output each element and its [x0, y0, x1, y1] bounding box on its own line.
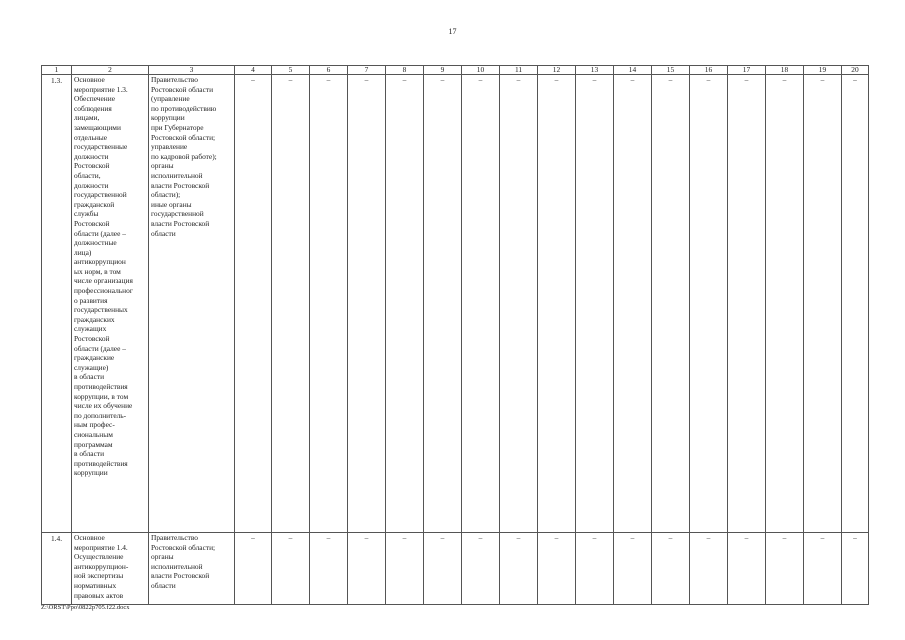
- measure-name: Основное мероприятие 1.4. Осуществление антикоррупцион- ной экспертизы нормативных правовых актов: [72, 533, 149, 605]
- column-header: 4: [235, 66, 272, 75]
- value-cell: –: [690, 75, 728, 533]
- column-header: 16: [690, 66, 728, 75]
- page-number: 17: [448, 27, 457, 36]
- value-cell: –: [766, 533, 804, 605]
- value-cell: –: [614, 75, 652, 533]
- header-row: [42, 66, 869, 75]
- column-header: 8: [386, 66, 424, 75]
- column-header: 19: [804, 66, 842, 75]
- value-cell: –: [500, 533, 538, 605]
- executor: Правительство Ростовской области (управление по противодействию коррупции при Губернаторе Ростовской области; управление по кадровой работе); органы исполнительной власти Ростовской области); иные органы государственной власти Ростовской области: [149, 75, 235, 533]
- column-header: 2: [72, 66, 149, 75]
- value-cell: –: [538, 75, 576, 533]
- column-header: 7: [348, 66, 386, 75]
- value-cell: –: [348, 533, 386, 605]
- value-cell: –: [614, 533, 652, 605]
- value-cell: –: [690, 533, 728, 605]
- column-header: 17: [728, 66, 766, 75]
- value-cell: –: [576, 75, 614, 533]
- value-cell: –: [272, 533, 310, 605]
- table-row: [42, 75, 869, 533]
- value-cell: –: [235, 75, 272, 533]
- value-cell: –: [386, 533, 424, 605]
- value-cell: –: [842, 533, 869, 605]
- column-header: 5: [272, 66, 310, 75]
- column-header: 20: [842, 66, 869, 75]
- column-header: 12: [538, 66, 576, 75]
- value-cell: –: [235, 533, 272, 605]
- value-cell: –: [804, 533, 842, 605]
- column-header: 18: [766, 66, 804, 75]
- column-header: 9: [424, 66, 462, 75]
- table-row: [42, 533, 869, 605]
- value-cell: –: [728, 533, 766, 605]
- value-cell: –: [310, 533, 348, 605]
- row-number: 1.4.: [42, 533, 72, 605]
- value-cell: –: [272, 75, 310, 533]
- value-cell: –: [538, 533, 576, 605]
- column-header: 3: [149, 66, 235, 75]
- value-cell: –: [424, 533, 462, 605]
- table-body: [42, 66, 869, 605]
- column-header: 1: [42, 66, 72, 75]
- value-cell: –: [462, 75, 500, 533]
- row-number: 1.3.: [42, 75, 72, 533]
- value-cell: –: [652, 533, 690, 605]
- value-cell: –: [652, 75, 690, 533]
- column-header: 15: [652, 66, 690, 75]
- value-cell: –: [728, 75, 766, 533]
- column-header: 14: [614, 66, 652, 75]
- value-cell: –: [500, 75, 538, 533]
- program-table: [41, 65, 869, 605]
- column-header: 13: [576, 66, 614, 75]
- executor: Правительство Ростовской области; органы исполнительной власти Ростовской области: [149, 533, 235, 605]
- value-cell: –: [310, 75, 348, 533]
- value-cell: –: [386, 75, 424, 533]
- measure-name: Основное мероприятие 1.3. Обеспечение соблюдения лицами, замещающими отдельные государственные должности Ростовской области, должности государственной гражданской службы Ростовской области (далее – должностные лица) антикоррупцион ых норм, в том числе организация профессиональног о развития государственных гражданских служащих Ростовской области (далее – гражданские служащие) в области противодействия коррупции, в том числе их обучение по дополнитель- ным профес- сиональным программам в области противодействия коррупции: [72, 75, 149, 533]
- column-header: 11: [500, 66, 538, 75]
- value-cell: –: [348, 75, 386, 533]
- file-path-footer: Z:\ORST\Ppo\0822p705.f22.docx: [41, 604, 130, 611]
- value-cell: –: [462, 533, 500, 605]
- column-header: 6: [310, 66, 348, 75]
- value-cell: –: [804, 75, 842, 533]
- value-cell: –: [842, 75, 869, 533]
- column-header: 10: [462, 66, 500, 75]
- value-cell: –: [424, 75, 462, 533]
- value-cell: –: [576, 533, 614, 605]
- value-cell: –: [766, 75, 804, 533]
